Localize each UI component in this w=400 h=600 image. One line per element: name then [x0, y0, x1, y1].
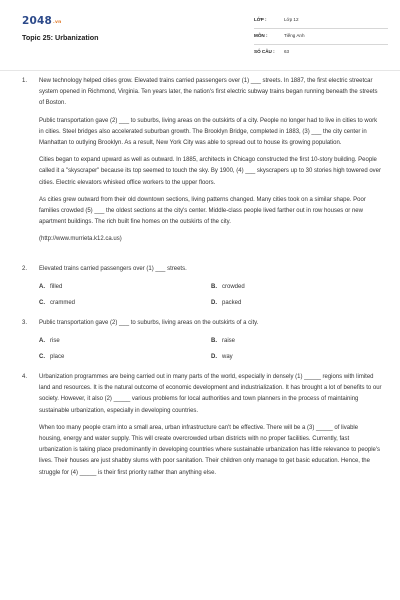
- option-b[interactable]: [211, 284, 383, 290]
- option-a[interactable]: [39, 338, 211, 344]
- question-3: [22, 318, 382, 329]
- meta-label: LỚP :: [254, 17, 267, 22]
- question-list: [22, 76, 382, 485]
- option-letter: C.: [39, 299, 45, 306]
- question-number: 2.: [22, 265, 28, 272]
- meta-label: SỐ CÂU :: [254, 49, 275, 54]
- passage-paragraph: New technology helped cities grow. Elevated trains carried passengers over (1) ___ streets. In 1887, the first electric streetcar system opened in Richmond, Virginia. Ten years later, the nation's first electric subway trains began running beneath the streets of Boston.: [39, 78, 378, 107]
- option-text: place: [50, 354, 65, 361]
- question-stem: Elevated trains carried passengers over (1) ___ streets.: [39, 265, 187, 272]
- meta-class: [254, 17, 299, 22]
- option-text: packed: [222, 299, 242, 306]
- passage-paragraph: When too many people cram into a small area, urban infrastructure can't be effective. There will be a (3) _____ of livable housing, energy and water supply. This will create overcrowded urban districts with no proper facilities. Currently, fast urbanization is taking place predominantly in developing countries where sustainable urbanization has little relevance to people's lives. Their houses are just shabby slums with poor sanitation. Their children only manage to get basic education. Hence, the struggle for (4) _____ is their first priority rather than anything else.: [39, 424, 381, 476]
- option-letter: B.: [211, 283, 217, 290]
- page-header: [0, 0, 400, 70]
- option-text: way: [222, 354, 233, 361]
- passage: [39, 76, 382, 252]
- option-text: crammed: [50, 299, 76, 306]
- site-logo[interactable]: [22, 15, 61, 27]
- option-letter: A.: [39, 283, 45, 290]
- answer-options: [39, 284, 382, 306]
- logo-text: 2048: [22, 15, 53, 27]
- option-letter: A.: [39, 338, 45, 345]
- question-stem: Public transportation gave (2) ___ to suburbs, living areas on the outskirts of a city.: [39, 319, 259, 326]
- answer-options: [39, 338, 382, 360]
- divider: [254, 28, 388, 29]
- meta-count: [254, 49, 289, 54]
- option-letter: C.: [39, 354, 45, 361]
- question-2: [22, 264, 382, 275]
- header-divider: [0, 70, 400, 71]
- option-text: filled: [50, 283, 63, 290]
- option-text: rise: [50, 338, 60, 345]
- option-a[interactable]: [39, 284, 211, 290]
- passage-paragraph: Urbanization programmes are being carried out in many parts of the world, especially in densely (1) _____ regions with limited land and resources. It is the natural outcome of economic development and industrialization. It has brought a lot of benefits to our society. However, it also (2) _____ various problems for local authorities and town planners in the process of maintaining sustainable urbanization, especially in developing countries.: [39, 374, 382, 414]
- option-c[interactable]: [39, 354, 211, 360]
- option-text: crowded: [222, 283, 245, 290]
- question-number: 3.: [22, 319, 28, 326]
- option-d[interactable]: [211, 300, 383, 306]
- question-number: 1.: [22, 78, 28, 84]
- passage: [39, 372, 382, 485]
- option-b[interactable]: [211, 338, 383, 344]
- logo-suffix: .vn: [53, 20, 62, 25]
- meta-value: 63: [284, 49, 290, 54]
- option-letter: B.: [211, 338, 217, 345]
- passage-paragraph: Public transportation gave (2) ___ to suburbs, living areas on the outskirts of a city. People no longer had to live in cities to work in cities. Steel bridges also accelerated suburban growth. The Brooklyn Bridge, completed in 1883, (3) ___ the city center in Manhattan to outlying Brooklyn. As a result, New York City was able to spread out to house its growing population.: [39, 117, 378, 147]
- option-d[interactable]: [211, 354, 383, 360]
- option-letter: D.: [211, 299, 217, 306]
- passage-source: (http://www.murrieta.k12.ca.us): [39, 236, 122, 243]
- question-4: [22, 372, 382, 485]
- passage-paragraph: As cities grew outward from their old downtown sections, living patterns changed. Many cities took on a similar shape. Poor families crowded (5) ___ the oldest sections at the city's center. Middle-class people lived farther out in row houses or new apartment buildings. The rich built fine homes on the outskirts of the city.: [39, 196, 366, 226]
- meta-label: MÔN :: [254, 33, 268, 38]
- question-1: [22, 76, 382, 252]
- meta-value: Lớp 12: [284, 17, 299, 22]
- option-text: raise: [222, 338, 236, 345]
- meta-value: Tiếng Anh: [284, 33, 305, 38]
- divider: [254, 44, 388, 45]
- meta-subject: [254, 33, 305, 38]
- option-letter: D.: [211, 354, 217, 361]
- question-number: 4.: [22, 374, 28, 381]
- passage-paragraph: Cities began to expand upward as well as outward. In 1885, architects in Chicago constructed the first 10-story building. People called it a "skyscraper" because its top seemed to touch the sky. By 1900, (4) ___ skyscrapers up to 30 stories high towered over cities. Electric elevators whisked office workers to the upper floors.: [39, 157, 381, 186]
- topic-title: Topic 25: Urbanization: [22, 33, 99, 42]
- option-c[interactable]: [39, 300, 211, 306]
